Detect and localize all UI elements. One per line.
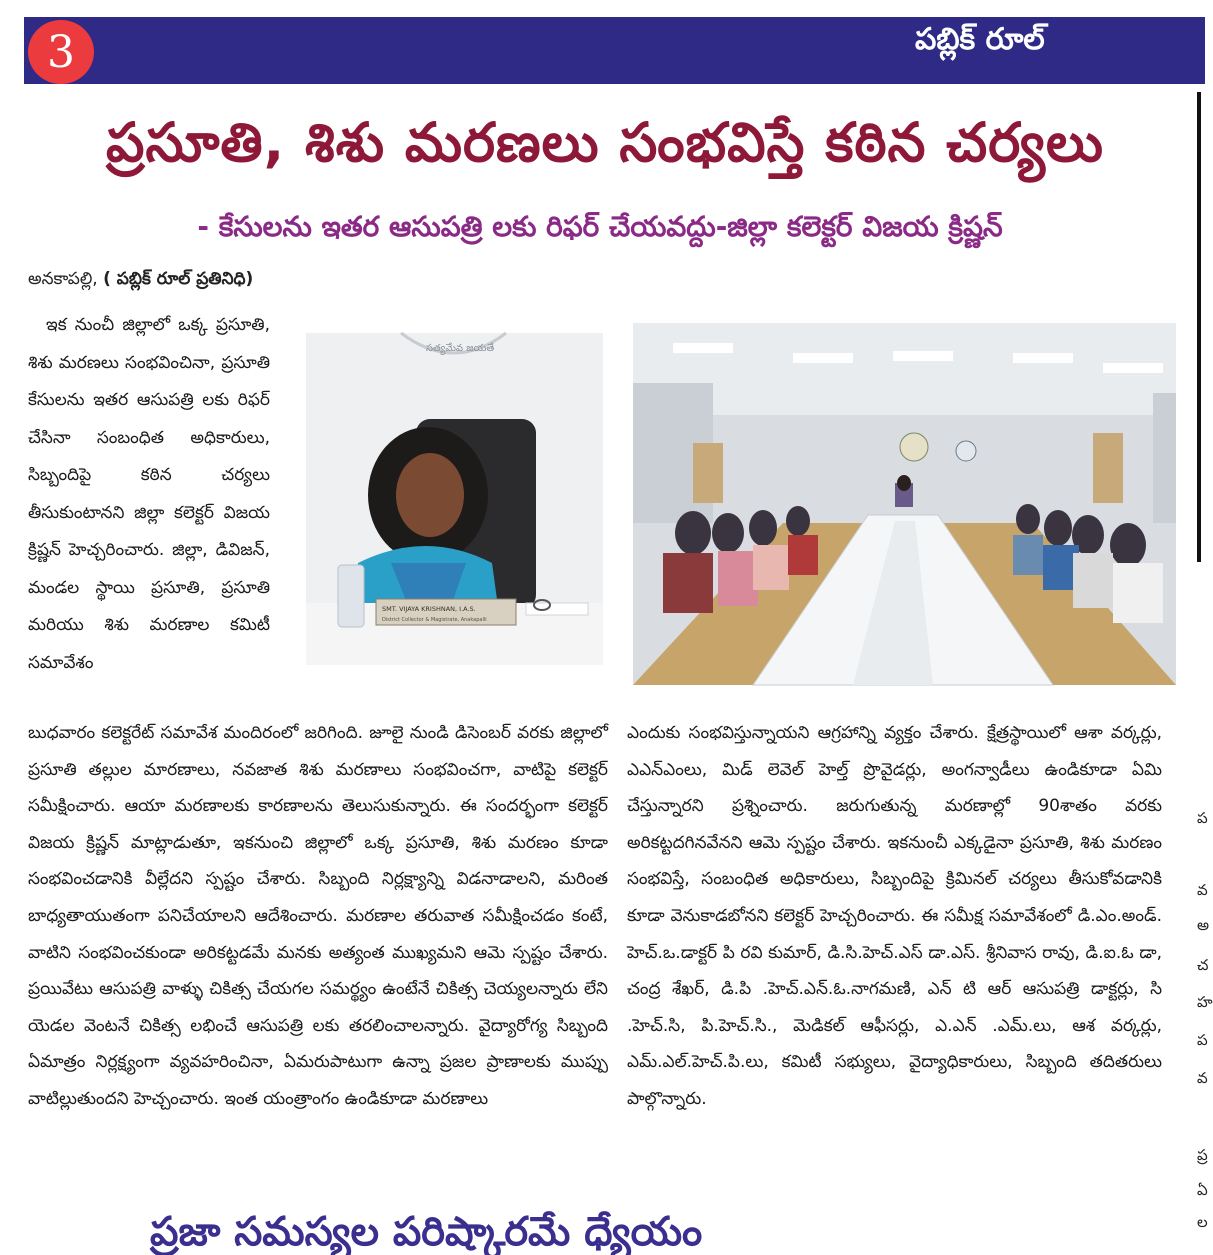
article-dateline bbox=[28, 266, 253, 292]
adjacent-text-fragment: వ bbox=[1197, 1069, 1208, 1087]
article-body-intro: ఇక నుంచీ జిల్లాలో ఒక్క ప్రసూతి, శిశు మరణలు సంభవించినా, ప్రసూతి కేసులను ఇతర ఆసుపత్రి లకు రిఫర్ చేసినా సంబంధిత అధికారులు, సిబ్బందిపై కఠిన చర్యలు తీసుకుంటానని జిల్లా కలెక్టర్ విజయ క్రిష్ణన్ హెచ్చరించారు. జిల్లా, డివిజన్, మండల స్థాయి ప్రసూతి, ప్రసూతి మరియు శిశు మరణాల కమిటీ సమావేశం bbox=[28, 315, 270, 673]
nameplate-text-line1: SMT. VIJAYA KRISHNAN, I.A.S. bbox=[382, 605, 476, 613]
page-number-badge: 3 bbox=[28, 20, 94, 84]
article-body-right: ఎందుకు సంభవిస్తున్నాయని ఆగ్రహాన్ని వ్యక్తం చేశారు. క్షేత్రస్థాయిలో ఆశా వర్కర్లు, ఎఎన్ఎంలు, మిడ్ లెవెల్ హెల్త్ ప్రొవైడర్లు, అంగన్వాడీలు ఉండికూడా ఏమి చేస్తున్నారని ప్రశ్నించారు. జరుగుతున్న మరణాల్లో 90శాతం వరకు అరికట్టదగినవేనని ఆమె స్పష్టం చేశారు. ఇకనుంచీ ఎక్కడైనా ప్రసూతి, శిశు మరణం సంభవిస్తే, సంబంధిత అధికారులు, సిబ్బందిపై క్రిమినల్ చర్యలు తీసుకోవడానికి కూడా వెనుకాడబోనని కలెక్టర్ హెచ్చరించారు. ఈ సమీక్ష సమావేశంలో డి.ఎం.అండ్. హెచ్.ఒ.డాక్టర్ పి రవి కుమార్, డి.సి.హెచ్.ఎస్ డా.ఎస్. శ్రీనివాస రావు, డి.ఐ.ఓ డా, చంద్ర శేఖర్, డి.పి .హెచ్.ఎన్.ఓ.నాగమణి, ఎన్ టి ఆర్ ఆసుపత్రి డాక్టర్లు, సి .హెచ్.సి, పి.హెచ్.సి., మెడికల్ ఆఫీసర్లు, ఎ.ఎన్ .ఎమ్.లు, ఆశ వర్కర్లు, ఎమ్.ఎల్.హెచ్.పి.లు, కమిటీ సభ్యులు, వైద్యాధికారులు, సిబ్బంది తదితరులు పాల్గొన్నారు. bbox=[627, 723, 1162, 1109]
dateline-place: అనకాపల్లి, bbox=[28, 269, 98, 289]
dateline-source: ( పబ్లిక్ రూల్ ప్రతినిధి) bbox=[103, 269, 254, 289]
newspaper-name: పబ్లిక్ రూల్ bbox=[915, 22, 1045, 57]
adjacent-text-fragment: ప bbox=[1197, 1031, 1208, 1049]
adjacent-text-fragment: హ bbox=[1197, 993, 1213, 1011]
next-article-headline: ప్రజా సమస్యల పరిష్కారమే ధ్యేయం bbox=[150, 1209, 703, 1255]
adjacent-text-fragment: ల bbox=[1197, 1213, 1208, 1231]
meeting-hall-photo bbox=[633, 323, 1176, 685]
adjacent-text-fragment: చ bbox=[1197, 956, 1209, 974]
article-subheadline: - కేసులను ఇతర ఆసుపత్రి లకు రిఫర్ చేయవద్దు-జిల్లా కలెక్టర్ విజయ క్రిష్ణన్ bbox=[197, 210, 1003, 243]
adjacent-text-fragment: ప్ర bbox=[1197, 1146, 1208, 1164]
adjacent-text-fragment: ఏ bbox=[1197, 1181, 1208, 1199]
article-body-left: బుధవారం కలెక్టరేట్ సమావేశ మందిరంలో జరిగింది. జూలై నుండి డిసెంబర్ వరకు జిల్లాలో ప్రసూతి తల్లుల మారణాలు, నవజాత శిశు మరణాలు సంభవించగా, వాటిపై కలెక్టర్ సమీక్షించారు. ఆయా మరణాలకు కారణాలను తెలుసుకున్నారు. ఈ సందర్భంగా కలెక్టర్ విజయ క్రిష్ణన్ మాట్లాడుతూ, ఇకనుంచి జిల్లాలో ఒక్క ప్రసూతి, శిశు మరణం కూడా సంభవించడానికి వీల్లేదని స్పష్టం చేశారు. సిబ్బంది నిర్లక్ష్యాన్ని విడనాడాలని, మరింత బాధ్యతాయుతంగా పనిచేయాలని ఆదేశించారు. మరణాల తరువాత సమీక్షించడం కంటే, వాటిని సంభవించకుండా అరికట్టడమే మనకు అత్యంత ముఖ్యమని ఆమె స్పష్టం చేశారు. ప్రయివేటు ఆసుపత్రి వాళ్ళు చికిత్స చేయగల సమర్థ్యం ఉంటేనే చికిత్స చెయ్యలన్నారు లేని యెడల వెంటనే చికిత్స లభించే ఆసుపత్రి లకు తరలించాలన్నారు. వైద్యారోగ్య సిబ్బంది ఏమాత్రం నిర్లక్ష్యంగా వ్యవహరించినా, ఏమరుపాటుగా ఉన్నా ప్రజల ప్రాణాలకు ముప్పు వాటిల్లుతుందని హెచ్చంచారు. ఇంత యంత్రాంగం ఉండికూడా మరణాలు bbox=[28, 723, 608, 1109]
adjacent-text-fragment: అ bbox=[1197, 916, 1210, 934]
svg-text:సత్యమేవ జయతే: సత్యమేవ జయతే bbox=[426, 343, 495, 354]
article-headline: ప్రసూతి, శిశు మరణలు సంభవిస్తే కఠిన చర్యలు bbox=[106, 111, 1104, 174]
collector-photo bbox=[306, 333, 603, 665]
adjacent-text-fragment: వ bbox=[1197, 881, 1208, 899]
nameplate-text-line2: District Collector & Magistrate, Anakapalli bbox=[382, 617, 487, 623]
adjacent-text-fragment: ప bbox=[1197, 809, 1208, 827]
adjacent-column-rule bbox=[1197, 92, 1201, 562]
